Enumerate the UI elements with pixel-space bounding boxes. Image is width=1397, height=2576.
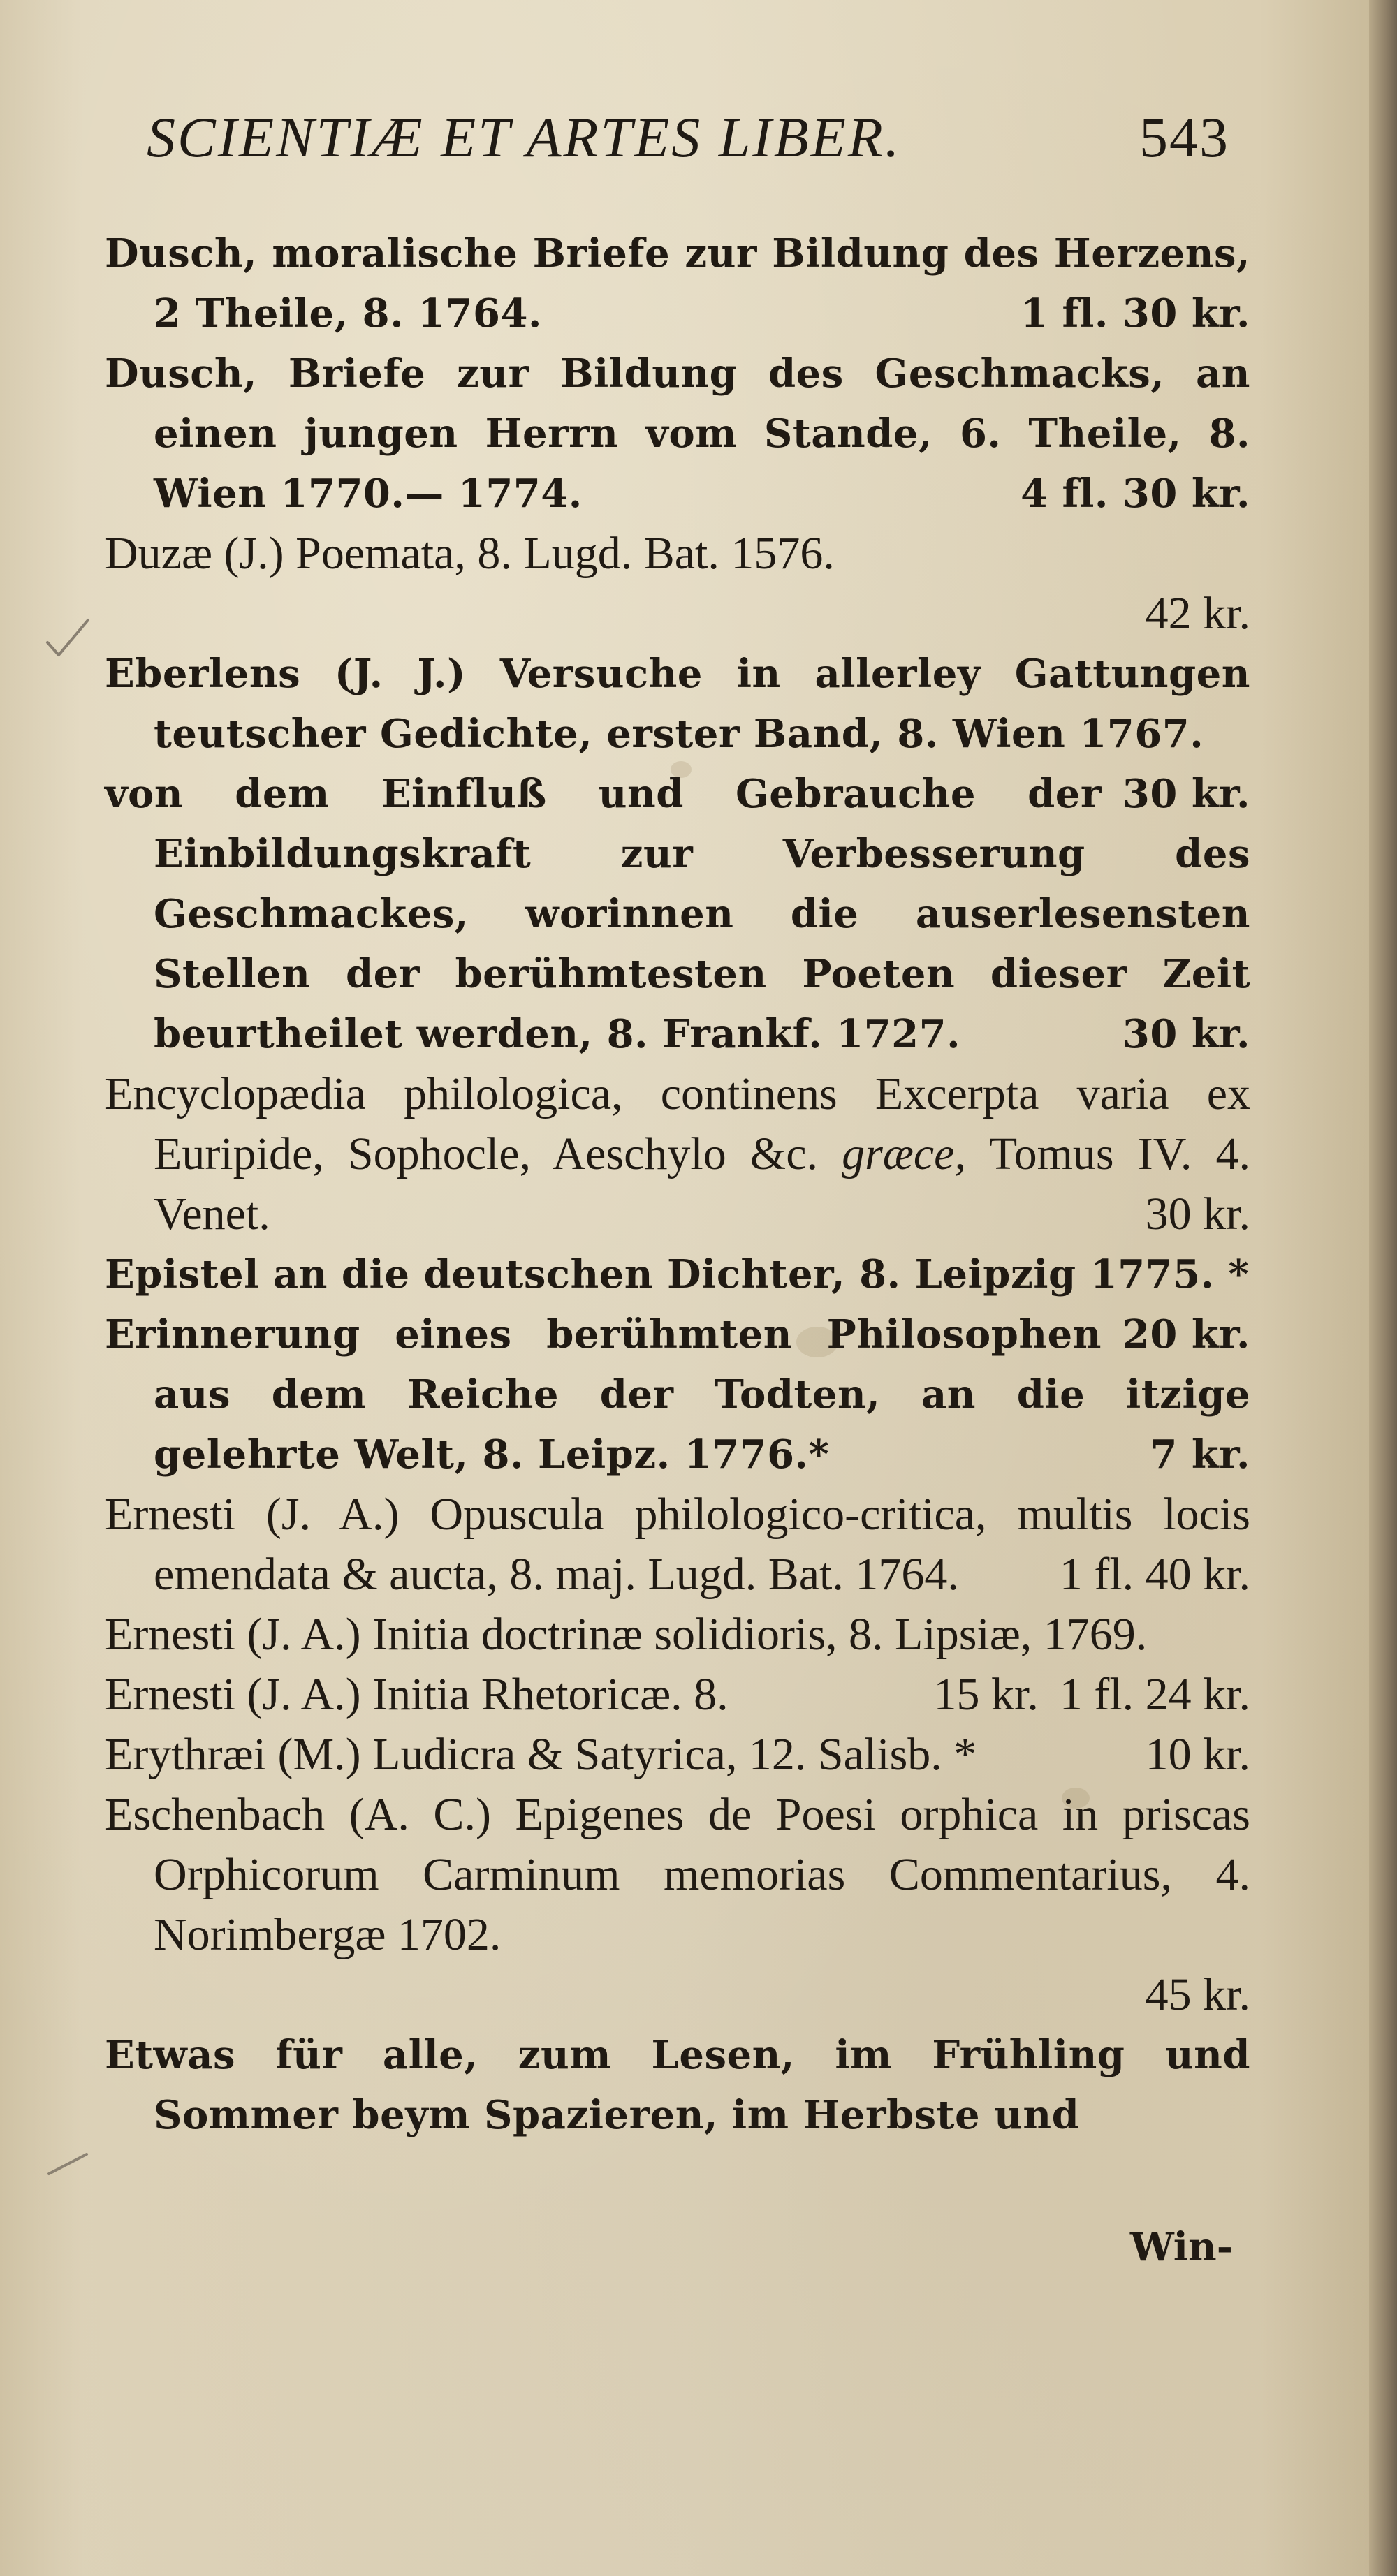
entry-text: Dusch, moralische Briefe zur Bildung des Herzens, 2 Theile, 8. 1764. <box>105 230 1250 337</box>
page-number: 543 <box>1139 105 1229 169</box>
catalogue-entry <box>105 1665 1250 1725</box>
entry-price: 10 kr. <box>1145 1729 1250 1780</box>
catalogue-entry <box>105 344 1250 524</box>
pencil-tick-icon <box>43 614 92 663</box>
catalogue-entries <box>105 223 1250 2145</box>
entry-price: 7 kr. <box>1150 1431 1250 1478</box>
entry-text: Duzæ (J.) Poemata, 8. Lugd. Bat. 1576. <box>105 528 835 579</box>
entry-price: 45 kr. <box>1145 1969 1250 2020</box>
entry-price: 1 fl. 30 kr. <box>1021 290 1250 337</box>
entry-price: 30 kr. <box>1145 1188 1250 1239</box>
entry-price: 1 fl. 24 kr. <box>1059 1669 1250 1720</box>
entry-text-after: Tomus IV. 4. Venet. <box>154 1128 1250 1239</box>
entry-text: Ernesti (J. A.) Opuscula philologico-critica, multis locis emendata & aucta, 8. maj. Lugd. Bat. 1764. <box>105 1489 1250 1600</box>
entry-price: 30 kr. <box>1122 1011 1250 1057</box>
entry-price: 42 kr. <box>1145 588 1250 639</box>
catalogue-entry <box>105 644 1250 817</box>
entry-text: von dem Einfluß und Gebrauche der Einbildungskraft zur Verbesserung des Geschmackes, worinnen die auserlesensten Stellen der berühmtesten Poeten dieser Zeit beurtheilet werden, 8. Frankf. 1727. <box>105 771 1250 1057</box>
entry-text: Erinnerung eines berühmten Philosophen aus dem Reiche der Todten, an die itzige gelehrte Welt, 8. Leipz. 1776.* <box>105 1311 1250 1478</box>
entry-italic-text: græce, <box>842 1128 966 1179</box>
catalogue-entry <box>105 1785 1250 2025</box>
catalogue-entry <box>105 1485 1250 1605</box>
entry-price: 15 kr. <box>933 1669 1039 1720</box>
catalogue-entry <box>105 1725 1250 1785</box>
catalogue-entry <box>105 764 1250 1064</box>
entry-text: Etwas für alle, zum Lesen, im Frühling und Sommer beym Spazieren, im Herbste und <box>105 2032 1250 2138</box>
catalogue-entry <box>105 524 1250 644</box>
catalogue-entry <box>105 2025 1250 2145</box>
entry-price: 20 kr. <box>1122 1311 1250 1357</box>
entry-text: Eschenbach (A. C.) Epigenes de Poesi orphica in priscas Orphicorum Carminum memorias Commentarius, 4. Norimbergæ 1702. <box>105 1789 1250 1960</box>
catchword: Win- <box>1129 2224 1233 2270</box>
entry-text: Encyclopædia philologica, continens Excerpta varia ex Euripide, Sophocle, Aeschylo &c. <box>105 1068 1250 1179</box>
entry-text: Erythræi (M.) Ludicra & Satyrica, 12. Salisb. * <box>105 1729 977 1780</box>
pencil-tick-icon <box>43 2140 92 2189</box>
entry-price: 30 kr. <box>1122 771 1250 817</box>
running-header <box>147 105 1229 182</box>
catalogue-entry <box>105 1304 1250 1485</box>
catalogue-entry <box>105 1064 1250 1244</box>
entry-text: Dusch, Briefe zur Bildung des Geschmacks, an einen jungen Herrn vom Stande, 6. Theile, 8. Wien 1770.— 1774. <box>105 351 1250 517</box>
entry-price: 4 fl. 30 kr. <box>1021 471 1250 517</box>
page-edge-shadow <box>1369 0 1397 2576</box>
running-title: SCIENTIÆ ET ARTES LIBER. <box>147 105 902 169</box>
entry-text: Epistel an die deutschen Dichter, 8. Leipzig 1775. * <box>105 1251 1250 1297</box>
catalogue-entry <box>105 223 1250 344</box>
entry-text: Ernesti (J. A.) Initia doctrinæ solidioris, 8. Lipsiæ, 1769. <box>105 1609 1148 1660</box>
catalogue-entry <box>105 1244 1250 1357</box>
entry-text: Ernesti (J. A.) Initia Rhetoricæ. 8. <box>105 1669 729 1720</box>
entry-text: Eberlens (J. J.) Versuche in allerley Gattungen teutscher Gedichte, erster Band, 8. Wien 1767. <box>105 651 1250 757</box>
entry-price: 1 fl. 40 kr. <box>1059 1549 1250 1600</box>
